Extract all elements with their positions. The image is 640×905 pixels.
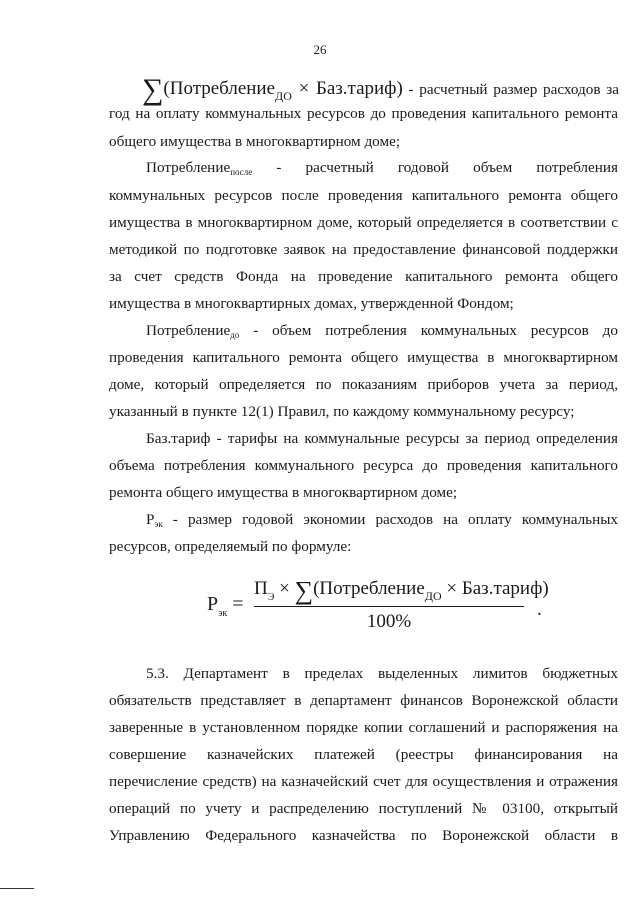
para53-line: Управлению Федерального казначейства по Воронежской области в [109, 827, 618, 844]
def3-subscript: до [230, 330, 240, 340]
para53-first-line: 5.3. Департамент в пределах выделенных лимитов бюджетных [146, 665, 618, 682]
def2-term: Потребление [146, 159, 231, 176]
def1-line: общего имущества в многоквартирном доме; [109, 133, 401, 150]
para53-line: перечисление средств) на казначейский счет для осуществления и отражения [109, 773, 618, 790]
formula2-lhs-subscript: эк [218, 608, 228, 619]
formula-sum-expenses [142, 70, 619, 104]
formula2-num-pre: П [254, 578, 268, 599]
def3-line: указанный в пункте 12(1) Правил, по каждому коммунальному ресурсу; [109, 403, 575, 420]
para53-line: обязательств представляет в департамент финансов Воронежской области [109, 692, 618, 709]
def4-line: ремонта общего имущества в многоквартирном доме; [109, 484, 458, 501]
formula2-denominator: 100% [366, 611, 412, 632]
formula2-equals: = [227, 593, 244, 615]
def2-line: имущества в многоквартирном доме, который определяется в соответствии с [109, 214, 618, 231]
def2-line: за счет средств Фонда на проведение капитального ремонта общего [109, 268, 618, 285]
def5-term: Р [146, 511, 155, 528]
formula2-end-mark: . [537, 599, 542, 620]
def5-line: ресурсов, определяемый по формуле: [109, 538, 352, 555]
formula2-num-term: (Потребление [313, 578, 425, 599]
fraction-bar [254, 606, 524, 607]
formula2-num-times: × [274, 578, 295, 599]
def2-first-line [146, 158, 618, 179]
def1-line: год на оплату коммунальных ресурсов до проведения капитального ремонта [109, 105, 618, 122]
def3-first-line [146, 321, 618, 342]
formula2-num-rest: × Баз.тариф) [441, 578, 549, 599]
def2-line: коммунальных ресурсов после проведения капитального ремонта общего [109, 187, 618, 204]
def3-term: Потребление [146, 322, 231, 339]
formula-description: - расчетный размер расходов за [402, 81, 619, 98]
formula2-lhs [207, 593, 244, 619]
formula2-num-pre-subscript: Э [267, 592, 275, 603]
def2-line: методикой по подготовке заявок на предоставление финансовой поддержки [109, 241, 618, 258]
def3-line: проведения капитального ремонта общего имущества в многоквартирном [109, 349, 618, 366]
def4-first-line: Баз.тариф - тарифы на коммунальные ресурсы за период определения [146, 430, 618, 447]
page-number: 26 [313, 42, 327, 57]
sigma-symbol: ∑ [294, 576, 314, 605]
def2-first-rest: - расчетный годовой объем потребления [252, 159, 618, 176]
bottom-rule [0, 888, 34, 889]
def2-line: имущества в многоквартирных домах, утвержденной Фондом; [109, 295, 514, 312]
formula-term: (Потребление [163, 78, 276, 99]
def4-line: объема потребления коммунального ресурса до проведения капитального [109, 457, 618, 474]
formula-subscript: ДО [275, 89, 292, 103]
formula2-num-subscript: ДО [424, 589, 442, 603]
para53-line: операций по учету и распределению поступлений № 03100, открытый [109, 800, 618, 817]
def5-first-rest: - размер годовой экономии расходов на оплату коммунальных [162, 511, 618, 528]
formula-rest: × Баз.тариф) [291, 78, 403, 99]
sigma-symbol: ∑ [142, 73, 164, 106]
para53-line: совершение казначейских платежей (реестры финансирования на [109, 746, 618, 763]
para53-line: заверенные в установленном порядке копии соглашений и распоряжения на [109, 719, 618, 736]
formula2-numerator [254, 573, 549, 605]
def2-subscript: после [230, 167, 253, 177]
def3-first-rest: - объем потребления коммунальных ресурсов до [239, 322, 618, 339]
def5-first-line [146, 510, 618, 531]
def5-subscript: эк [154, 519, 163, 529]
formula2-lhs-symbol: Р [207, 593, 219, 615]
def3-line: доме, который определяется по показаниям приборов учета за период, [109, 376, 618, 393]
